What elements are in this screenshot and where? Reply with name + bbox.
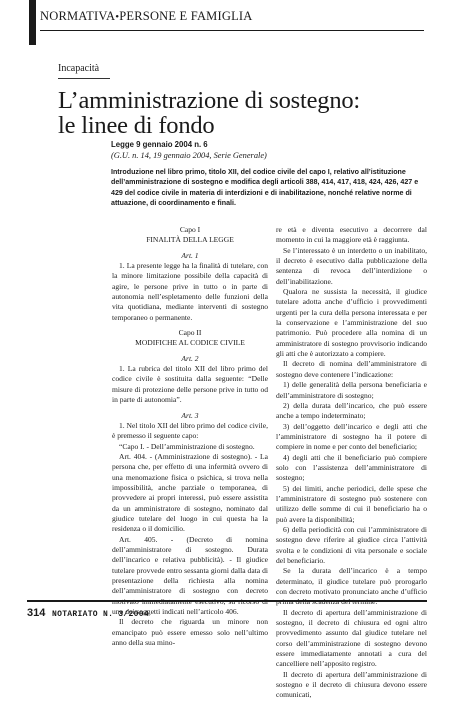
title-line-2: le linee di fondo <box>58 112 215 139</box>
paragraph: Se l’interessato è un interdetto o un inabilitato, il decreto è esecutivo dalla pubblicazione della sentenza di revoca dell’interdizione o dell’inabilitazione. <box>276 245 427 286</box>
article-intro: Introduzione nel libro primo, titolo XII, del codice civile del capo I, relativo all’istituzione dell’amministrazione di sostegno e modifica degli articoli 388, 414, 417, 418, 424, 426, 427 e 429 del codice civile in materia di interdizioni e di inabilitazione, nonché relative norme di attuazione, di coordinamento e finali. <box>111 168 419 207</box>
list-item: 4) degli atti che il beneficiario può compiere solo con l’assistenza dell’amministratore di sostegno; <box>276 452 427 483</box>
paragraph: Art. 405. - (Decreto di nomina dell’amministratore di sostegno. Durata dell’incarico e relativa pubblicità). - Il giudice tutelare provvede entro sessanta giorni dalla data di presentazione della richiesta alla nomina dell’amministratore di sostegno con decreto motivato immediatamente esecutivo, su ricorso di uno dei soggetti indicati nell’articolo 406. <box>112 534 268 617</box>
list-item: 5) dei limiti, anche periodici, delle spese che l’amministratore di sostegno può sostenere con utilizzo delle somme di cui il beneficiario ha o può avere la disponibilità; <box>276 483 427 524</box>
publication-name: NOTARIATO N. 3/2004 <box>52 610 149 619</box>
chapter-title: FINALITÀ DELLA LEGGE <box>146 235 234 245</box>
article-number: Art. 1 <box>181 250 199 260</box>
article-number: Art. 3 <box>181 410 199 420</box>
paragraph: 1. La rubrica del titolo XII del libro primo del codice civile è sostituita dalla seguente: “Delle misure di protezione delle persone prive in tutto od in parte di autonomia”. <box>112 364 268 405</box>
chapter-heading: Capo I <box>179 225 201 234</box>
article-title <box>58 88 428 138</box>
paragraph: re età e diventa esecutivo a decorrere dal momento in cui la maggiore età è raggiunta. <box>276 225 427 245</box>
subsection-label: PERSONE E FAMIGLIA <box>119 9 253 23</box>
section-bullet: • <box>115 11 120 23</box>
paragraph: Il decreto di apertura dell’amministrazione di sostegno, il decreto di chiusura ed ogni altro provvedimento assunto dal giudice tutelare nel corso dell’amministrazione di sostegno devono essere immediatamente annotati a cura del cancelliere nell’apposito registro. <box>276 607 427 669</box>
chapter-heading: Capo II <box>178 328 202 338</box>
title-line-1: L’amministrazione di sostegno: <box>58 87 361 114</box>
paragraph: Il decreto di nomina dell’amministratore di sostegno deve contenere l’indicazione: <box>276 359 427 379</box>
list-item: 1) delle generalità della persona beneficiaria e dell’amministratore di sostegno; <box>276 380 427 400</box>
gazette-reference: (G.U. n. 14, 19 gennaio 2004, Serie Generale) <box>111 151 267 160</box>
right-column <box>276 225 427 701</box>
list-item: 6) della periodicità con cui l’amministratore di sostegno deve riferire al giudice circa l’attività svolta e le condizioni di vita personale e sociale del beneficiario. <box>276 524 427 565</box>
chapter-title: MODIFICHE AL CODICE CIVILE <box>135 338 245 348</box>
paragraph: “Capo I. - Dell’amministrazione di sostegno. <box>119 441 255 451</box>
article-kicker: Incapacità <box>58 63 100 74</box>
kicker-underline <box>58 78 110 79</box>
article-number: Art. 2 <box>181 353 199 363</box>
header-rule <box>40 30 424 31</box>
law-reference: Legge 9 gennaio 2004 n. 6 <box>111 140 208 149</box>
section-header <box>40 9 253 24</box>
footer-rule <box>27 600 427 602</box>
paragraph: Il decreto di apertura dell’amministrazione di sostegno e il decreto di chiusura devono essere comunicati, <box>276 669 427 700</box>
left-column <box>112 225 268 648</box>
section-label: NORMATIVA <box>40 9 116 23</box>
page-number: 314 <box>27 607 46 619</box>
paragraph: 1. Nel titolo XII del libro primo del codice civile, è premesso il seguente capo: <box>112 420 269 441</box>
paragraph: Il decreto che riguarda un minore non emancipato può essere emesso solo nell’ultimo anno della sua mino- <box>112 617 268 648</box>
paragraph: 1. La presente legge ha la finalità di tutelare, con la minore limitazione possibile della capacità di agire, le persone prive in tutto o in parte di autonomia nell’espletamento delle funzioni della vita quotidiana, mediante interventi di sostegno temporaneo o permanente. <box>112 261 268 322</box>
paragraph: Art. 404. - (Amministrazione di sostegno). - La persona che, per effetto di una infermità ovvero di una menomazione fisica o psichica, si trova nella impossibilità, anche parziale o temporanea, di provvedere ai propri interessi, può essere assistita da un amministratore di sostegno, nominato dal giudice tutelare del luogo in cui questa ha la residenza o il domicilio. <box>112 451 268 534</box>
paragraph: Se la durata dell’incarico è a tempo determinato, il giudice tutelare può prorogarlo con decreto motivato pronunciato anche d’ufficio prima della scadenza del termine. <box>276 566 427 607</box>
section-tab-marker <box>29 0 36 45</box>
list-item: 3) dell’oggetto dell’incarico e degli atti che l’amministratore di sostegno ha il potere di compiere in nome e per conto del beneficiario; <box>276 421 427 452</box>
list-item: 2) della durata dell’incarico, che può essere anche a tempo indeterminato; <box>276 400 427 421</box>
paragraph: Qualora ne sussista la necessità, il giudice tutelare adotta anche d’ufficio i provvedimenti urgenti per la cura della persona interessata e per la conservazione e l’amministrazione del suo patrimonio. Può procedere alla nomina di un amministratore di sostegno provvisorio indicando gli atti che è autorizzato a compiere. <box>276 287 427 359</box>
